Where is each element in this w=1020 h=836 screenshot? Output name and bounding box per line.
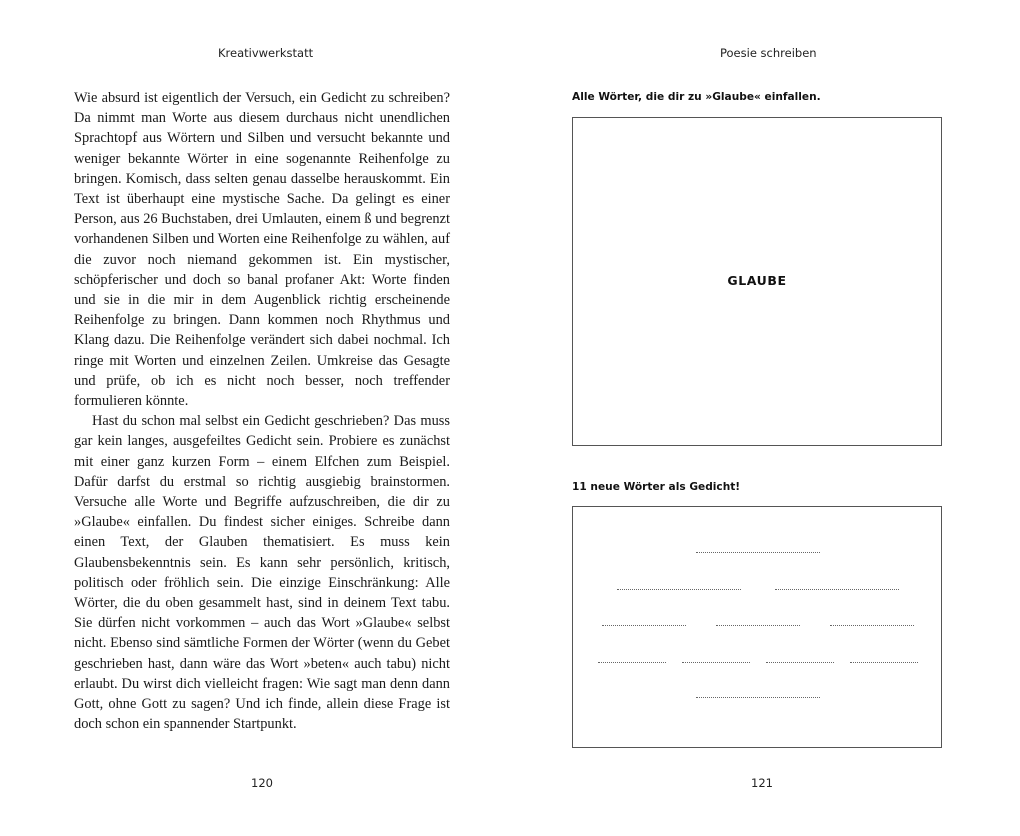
word-blank[interactable] bbox=[617, 589, 741, 590]
center-word: GLAUBE bbox=[727, 273, 787, 288]
right-page bbox=[510, 0, 1020, 836]
elfchen-label: 11 neue Wörter als Gedicht! bbox=[572, 481, 741, 493]
running-head-left: Kreativwerkstatt bbox=[218, 46, 314, 60]
word-blank[interactable] bbox=[716, 625, 800, 626]
brainstorm-label: Alle Wörter, die dir zu »Glaube« einfallen. bbox=[572, 91, 821, 103]
word-blank[interactable] bbox=[766, 662, 834, 663]
page-number-left: 120 bbox=[251, 776, 273, 790]
word-blank[interactable] bbox=[830, 625, 914, 626]
word-blank[interactable] bbox=[696, 697, 820, 698]
word-blank[interactable] bbox=[696, 552, 820, 553]
word-blank[interactable] bbox=[602, 625, 686, 626]
elfchen-box bbox=[572, 506, 942, 748]
word-blank[interactable] bbox=[775, 589, 899, 590]
brainstorm-box[interactable] bbox=[572, 117, 942, 446]
running-head-right: Poesie schreiben bbox=[720, 46, 817, 60]
word-blank[interactable] bbox=[682, 662, 750, 663]
word-blank[interactable] bbox=[850, 662, 918, 663]
page-number-right: 121 bbox=[751, 776, 773, 790]
paragraph-1: Wie absurd ist eigentlich der Versuch, ein Gedicht zu schreiben? Da nimmt man Worte aus diesem durchaus nicht unendlichen Sprachtopf aus Wörtern und Silben und versucht bekannte und weniger bekannte Wörter in eine sogenannte Reihenfolge zu bringen. Komisch, dass selten genau dasselbe herauskommt. Ein Text ist überhaupt eine mystische Sache. Da gelingt es einer Person, aus 26 Buchstaben, drei Umlauten, einem ß und begrenzt vorhandenen Silben und Worten eine Reihenfolge zu wählen, auf die zuvor noch niemand gekommen ist. Ein mystischer, schöpferischer und doch so banal profaner Akt: Worte finden und sie in die mir in dem Augenblick richtig erscheinende Reihenfolge zu bringen. Dann kommen noch Rhythmus und Klang dazu. Die Reihenfolge verändert sich dabei nochmal. Ich ringe mit Worten und einzelnen Zeilen. Umkreise das Gesagte und prüfe, ob ich es nicht noch besser, noch treffender formulieren könnte. bbox=[74, 90, 450, 410]
word-blank[interactable] bbox=[598, 662, 666, 663]
body-text bbox=[74, 88, 450, 735]
paragraph-2: Hast du schon mal selbst ein Gedicht geschrieben? Das muss gar kein langes, ausgefeiltes Gedicht sein. Probiere es zunächst mit einer ganz kurzen Form – einem Elfchen zum Beispiel. Dafür darfst du erstmal so richtig ausgiebig brainstormen. Versuche alle Worte und Begriffe aufzuschreiben, die dir zu »Glaube« einfallen. Du findest sicher einiges. Schreibe dann einen Text, der Glauben thematisiert. Es muss kein Glaubensbekenntnis sein. Es kann sehr persönlich, kritisch, politisch oder fröhlich sein. Die einzige Einschränkung: Alle Wörter, die du oben gesammelt hast, sind in deinem Text tabu. Sie dürfen nicht vorkommen – auch das Wort »Glaube« selbst nicht. Ebenso sind sämtliche Formen der Wörter (wenn du Gebet geschrieben hast, dann wäre das Wort »beten« auch tabu) nicht erlaubt. Du wirst dich vielleicht fragen: Wie sagt man denn dann Gott, ohne Gott zu sagen? Und ich finde, allein diese Frage ist doch schon ein spannender Startpunkt. bbox=[74, 413, 450, 733]
